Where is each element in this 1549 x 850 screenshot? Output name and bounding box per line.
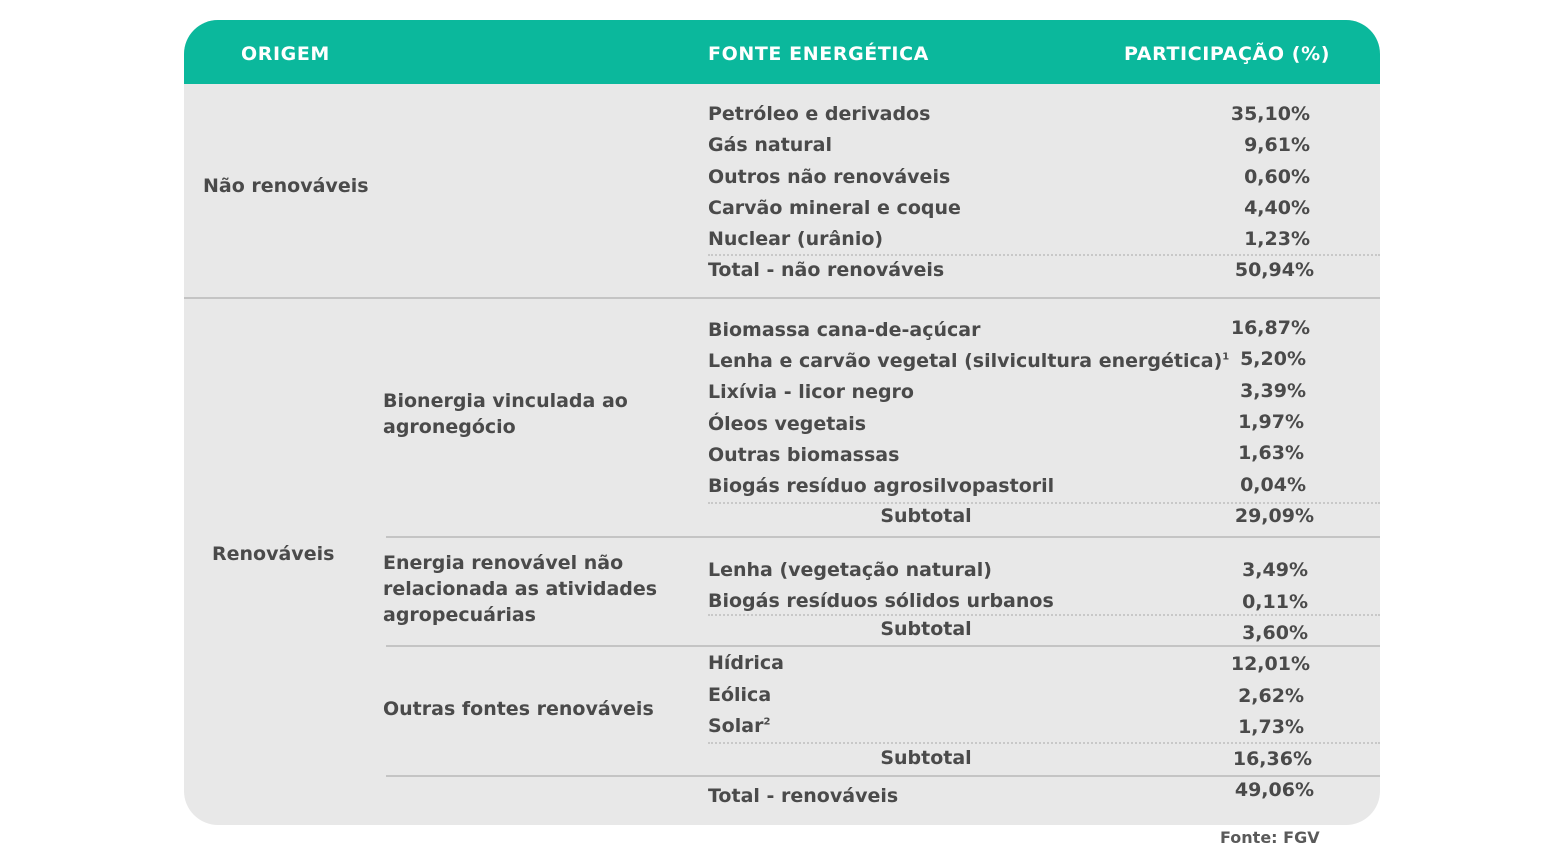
valor-carvao-mineral: 4,40% <box>1244 197 1310 219</box>
valor-biomassa-cana: 16,87% <box>1230 317 1310 339</box>
valor-petroleo: 35,10% <box>1230 103 1310 125</box>
valor-lenha-carvao-vegetal: 5,20% <box>1240 348 1306 370</box>
valor-biogas-urbanos: 0,11% <box>1242 591 1308 613</box>
valor-gas-natural: 9,61% <box>1244 134 1310 156</box>
source-note: Fonte: FGV <box>1220 828 1320 847</box>
valor-outras-biomassas: 1,63% <box>1238 442 1304 464</box>
group-divider <box>386 645 1380 647</box>
divider-dotted <box>708 614 1380 616</box>
table-header <box>184 20 1380 84</box>
fonte-solar: Solar$^2$ <box>708 715 771 737</box>
fonte-petroleo: Petróleo e derivados <box>708 103 931 125</box>
fonte-lenha-carvao-vegetal: Lenha e carvão vegetal (silvicultura energética)$^1$ <box>708 350 1230 372</box>
footnote-1: 1 <box>1222 351 1230 363</box>
valor-nuclear: 1,23% <box>1244 228 1310 250</box>
valor-solar: 1,73% <box>1238 716 1304 738</box>
footnote-2: 2 <box>763 716 771 728</box>
subtotal-outras-valor: 16,36% <box>1232 748 1312 770</box>
grupo-bioenergia: Bionergia vinculada ao agronegócio <box>383 390 628 438</box>
valor-oleos-vegetais: 1,97% <box>1238 411 1304 433</box>
fonte-lenha-vegetacao: Lenha (vegetação natural) <box>708 559 992 581</box>
total-renovaveis-label: Total - renováveis <box>708 785 899 807</box>
valor-outros-nao-renovaveis: 0,60% <box>1244 166 1310 188</box>
fonte-outras-biomassas: Outras biomassas <box>708 444 900 466</box>
grupo-outras-fontes: Outras fontes renováveis <box>383 698 654 720</box>
valor-hidrica: 12,01% <box>1230 653 1310 675</box>
fonte-outros-nao-renovaveis: Outros não renováveis <box>708 166 951 188</box>
valor-lixivia: 3,39% <box>1240 380 1306 402</box>
group-divider <box>386 536 1380 538</box>
total-renovaveis-valor: 49,06% <box>1234 779 1314 801</box>
subtotal-bioenergia-label: Subtotal <box>880 505 972 527</box>
energy-matrix-table <box>184 20 1380 825</box>
fonte-oleos-vegetais: Óleos vegetais <box>708 413 867 435</box>
valor-lenha-vegetacao: 3,49% <box>1242 559 1308 581</box>
section-divider <box>184 297 1380 299</box>
group-divider <box>386 775 1380 777</box>
valor-biogas-agro: 0,04% <box>1240 474 1306 496</box>
fonte-biomassa-cana: Biomassa cana-de-açúcar <box>708 319 981 341</box>
fonte-lixivia: Lixívia - licor negro <box>708 381 914 403</box>
fonte-gas-natural: Gás natural <box>708 134 833 156</box>
subtotal-nao-agro-valor: 3,60% <box>1242 622 1308 644</box>
header-participacao: PARTICIPAÇÃO (%) <box>1124 43 1331 65</box>
fonte-biogas-urbanos: Biogás resíduos sólidos urbanos <box>708 590 1054 612</box>
valor-eolica: 2,62% <box>1238 685 1304 707</box>
subtotal-nao-agro-label: Subtotal <box>880 618 972 640</box>
divider-dotted <box>708 502 1380 504</box>
subtotal-bioenergia-valor: 29,09% <box>1234 505 1314 527</box>
fonte-nuclear: Nuclear (urânio) <box>708 228 884 250</box>
total-nao-renovaveis-valor: 50,94% <box>1234 259 1314 281</box>
origem-nao-renovaveis: Não renováveis <box>203 175 369 197</box>
header-fonte: FONTE ENERGÉTICA <box>708 43 929 65</box>
fonte-hidrica: Hídrica <box>708 652 784 674</box>
header-origem: ORIGEM <box>241 43 330 65</box>
fonte-carvao-mineral: Carvão mineral e coque <box>708 197 961 219</box>
fonte-biogas-agro: Biogás resíduo agrosilvopastoril <box>708 475 1055 497</box>
fonte-eolica: Eólica <box>708 684 772 706</box>
total-nao-renovaveis-label: Total - não renováveis <box>708 259 945 281</box>
subtotal-outras-label: Subtotal <box>880 747 972 769</box>
divider-dotted <box>708 254 1380 256</box>
origem-renovaveis: Renováveis <box>212 543 335 565</box>
divider-dotted <box>708 742 1380 744</box>
grupo-energia-nao-agro: Energia renovável não relacionada as atividades agropecuárias <box>383 552 658 626</box>
